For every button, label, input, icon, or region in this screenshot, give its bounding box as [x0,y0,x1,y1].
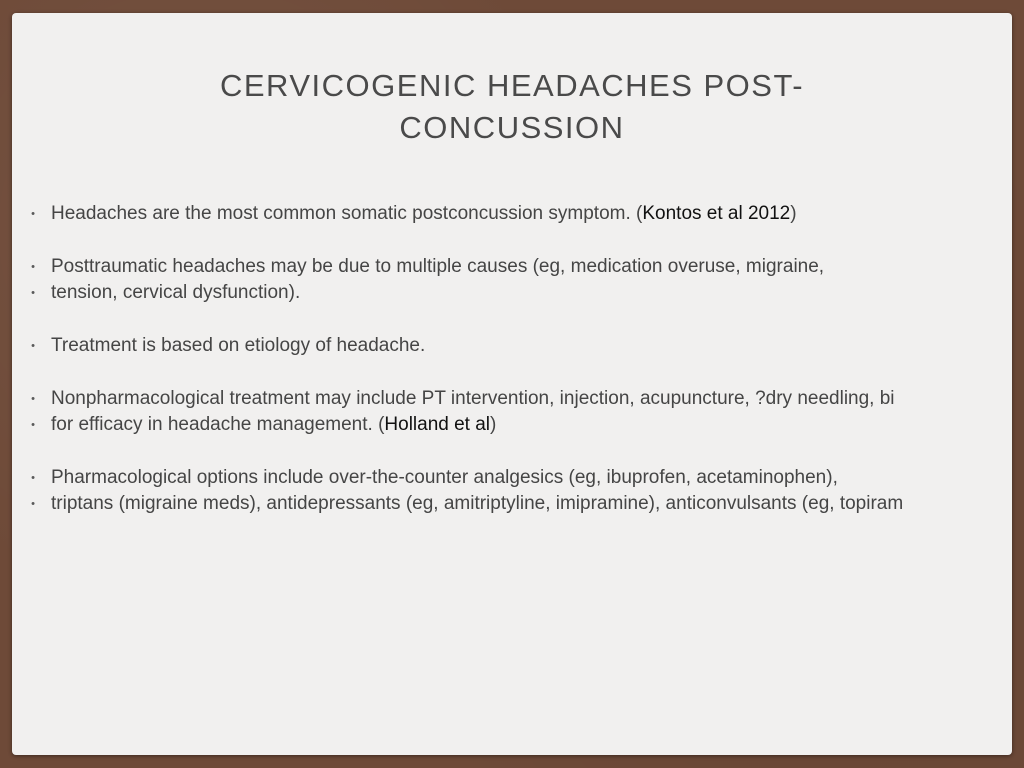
bullet-text: Headaches are the most common somatic postconcussion symptom. (Kontos et al 2012) [51,203,797,224]
bullet-item [26,412,1012,438]
bullet-item [26,201,1012,227]
bullet-text: Nonpharmacological treatment may include PT intervention, injection, acupuncture, ?dry needling, bi [51,388,895,409]
bullet-text: Treatment is based on etiology of headache. [51,335,426,356]
bullet-item [26,386,1012,412]
citation: Holland et al [384,414,491,435]
bullet-dot-icon: • [31,498,35,510]
bullet-item [26,491,1012,517]
bullet-item [26,280,1012,306]
bullet-text: tension, cervical dysfunction). [51,282,301,303]
bullet-dot-icon: • [31,208,35,220]
bullet-dot-icon: • [31,340,35,352]
bullet-list [26,201,1012,517]
bullet-text: Pharmacological options include over-the-counter analgesics (eg, ibuprofen, acetaminophen), [51,467,838,488]
bullet-text: for efficacy in headache management. (Holland et al) [51,414,497,435]
bullet-item [26,254,1012,280]
bullet-text: triptans (migraine meds), antidepressants (eg, amitriptyline, imipramine), anticonvulsants (eg, topiram [51,493,904,514]
bullet-item [26,333,1012,359]
bullet-dot-icon: • [31,472,35,484]
bullet-dot-icon: • [31,393,35,405]
bullet-text: Posttraumatic headaches may be due to multiple causes (eg, medication overuse, migraine, [51,256,825,277]
citation: Kontos et al 2012 [642,203,791,224]
slide-paper [12,13,1012,755]
slide-title [12,65,1012,149]
bullet-dot-icon: • [31,419,35,431]
bullet-item [26,465,1012,491]
slide-title-line-1: CERVICOGENIC HEADACHES POST- [219,68,805,103]
bullet-dot-icon: • [31,261,35,273]
bullet-dot-icon: • [31,287,35,299]
slide-title-line-2: CONCUSSION [399,110,625,145]
